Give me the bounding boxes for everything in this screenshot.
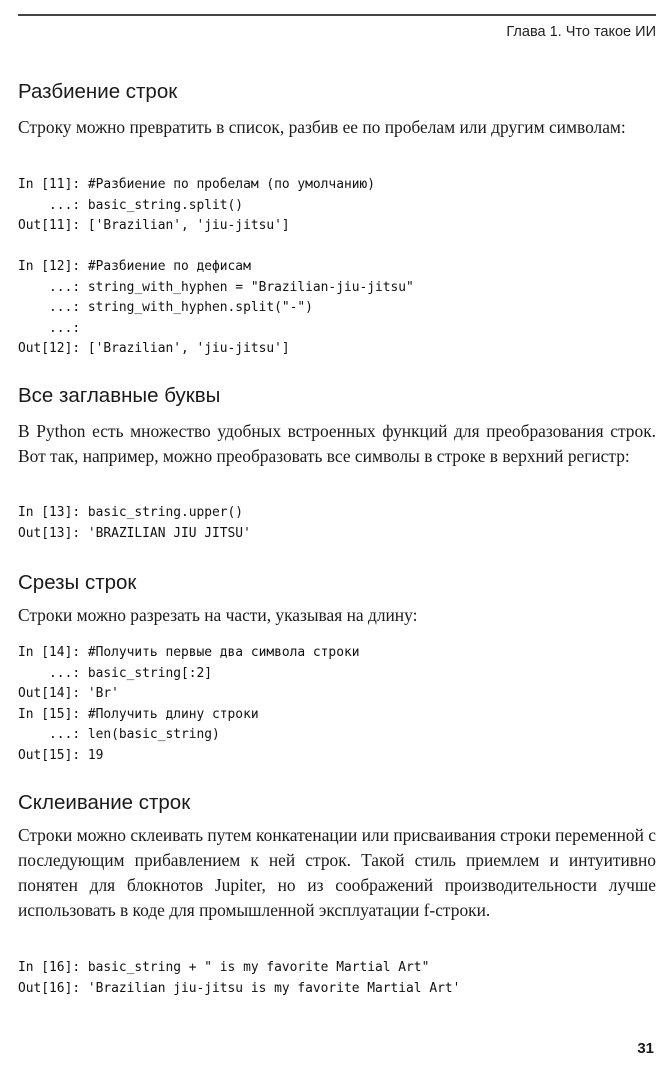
code-line: In [11]: #Разбиение по пробелам (по умолчанию) <box>18 177 375 192</box>
code-line: ...: len(basic_string) <box>18 727 220 742</box>
code-line: Out[12]: ['Brazilian', 'jiu-jitsu'] <box>18 341 290 356</box>
section-paragraph: В Python есть множество удобных встроенных функций для преобразования строк. Вот так, например, можно преобразовать все символы в строке в верхний регистр: <box>18 421 656 466</box>
code-line: Out[14]: 'Br' <box>18 686 119 701</box>
code-line: ...: basic_string.split() <box>18 197 244 213</box>
code-line: Out[13]: 'BRAZILIAN JIU JITSU' <box>18 525 251 541</box>
code-line <box>18 237 414 258</box>
section-heading: Склеивание строк <box>18 791 191 814</box>
code-line: ...: <box>18 320 81 336</box>
section-heading: Все заглавные буквы <box>18 384 221 407</box>
page-number: 31 <box>637 1040 654 1057</box>
code-line: In [13]: basic_string.upper() <box>18 505 244 520</box>
section-paragraph: Строки можно склеивать путем конкатенации или присваивания строки переменной с последующим прибавлением к ней строк. Такой стиль приемлем и интуитивно понятен для блокнотов Jupiter, но из соображений производительности лучше использовать в коде для промышленной эксплуатации f-строки. <box>18 825 656 920</box>
code-line: In [14]: #Получить первые два символа строки <box>18 645 360 660</box>
code-block <box>18 175 414 360</box>
code-line: In [16]: basic_string + " is my favorite Martial Art" <box>18 960 430 975</box>
section-paragraph: Строку можно превратить в список, разбив ее по пробелам или другим символам: <box>18 117 626 137</box>
code-line: In [12]: #Разбиение по дефисам <box>18 259 251 274</box>
code-block <box>18 503 251 544</box>
section-heading: Срезы строк <box>18 571 137 594</box>
chapter-header: Глава 1. Что такое ИИ <box>506 24 656 40</box>
code-block <box>18 958 460 999</box>
code-line: ...: basic_string[:2] <box>18 665 213 681</box>
code-block <box>18 643 359 766</box>
section-heading: Разбиение строк <box>18 80 178 103</box>
code-line: In [15]: #Получить длину строки <box>18 706 259 722</box>
code-line: ...: string_with_hyphen = "Brazilian-jiu-jitsu" <box>18 279 414 295</box>
section-paragraph: Строки можно разрезать на части, указывая на длину: <box>18 605 418 625</box>
code-line: ...: string_with_hyphen.split("-") <box>18 300 313 315</box>
code-line: Out[11]: ['Brazilian', 'jiu-jitsu'] <box>18 218 290 233</box>
header-rule <box>18 14 656 16</box>
code-line: Out[16]: 'Brazilian jiu-jitsu is my favorite Martial Art' <box>18 980 461 996</box>
code-line: Out[15]: 19 <box>18 747 104 763</box>
